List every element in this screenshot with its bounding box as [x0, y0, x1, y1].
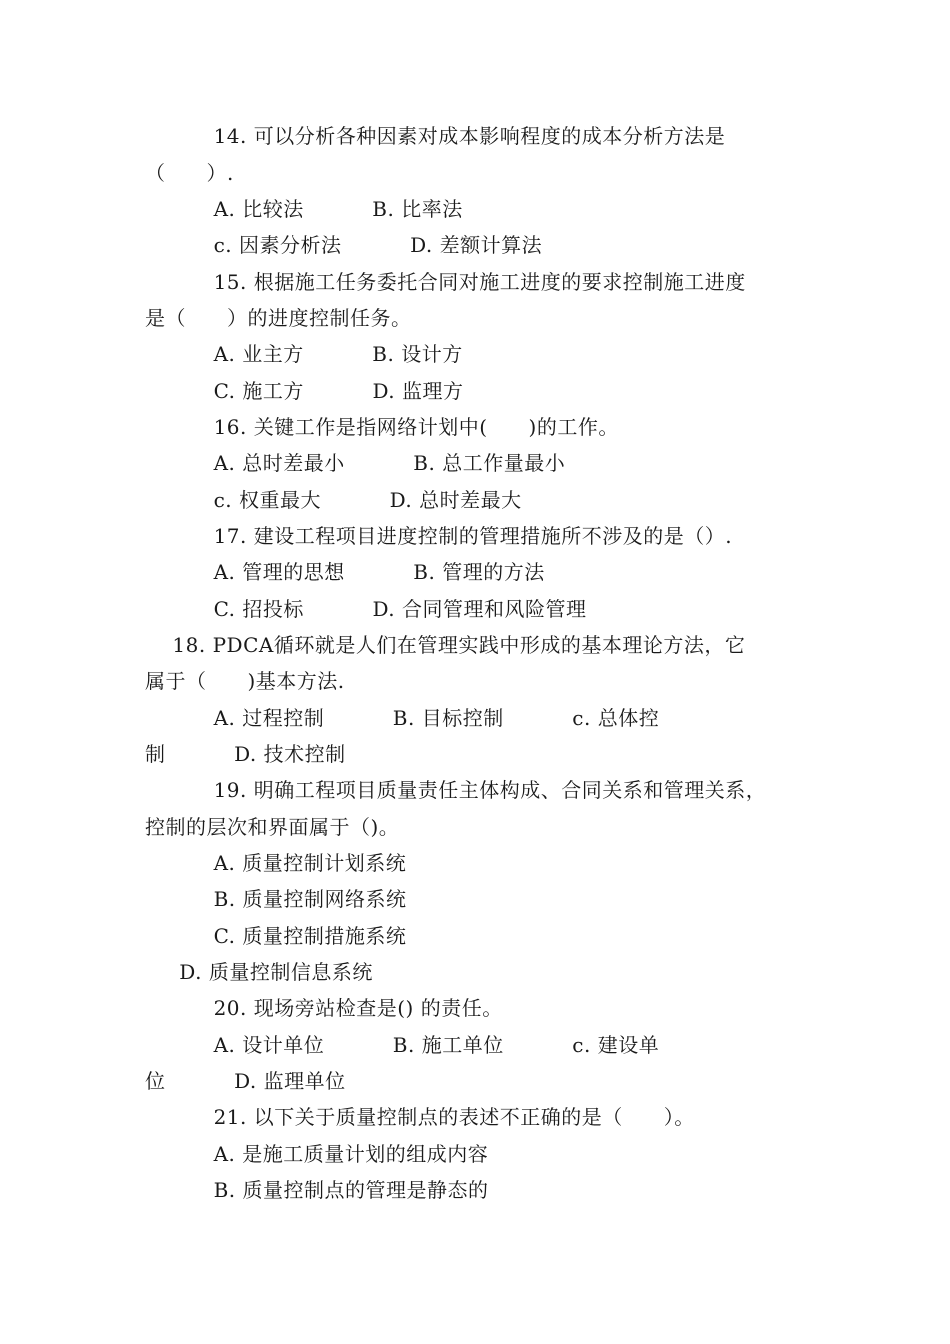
question-20-line-1: 20. 现场旁站检查是() 的责任。 — [145, 996, 503, 1020]
question-17-line-1: 17. 建设工程项目进度控制的管理措施所不涉及的是（）. — [145, 524, 733, 548]
question-19-line-1: 19. 明确工程项目质量责任主体构成、合同关系和管理关系， — [145, 778, 767, 802]
question-19-option-b: B. 质量控制网络系统 — [145, 887, 407, 911]
question-19-option-c: C. 质量控制措施系统 — [145, 924, 407, 948]
question-21-option-b: B. 质量控制点的管理是静态的 — [145, 1178, 489, 1202]
question-21-option-a: A. 是施工质量计划的组成内容 — [145, 1142, 489, 1166]
question-19-option-d: D. 质量控制信息系统 — [145, 960, 373, 984]
question-16-options-cd: c. 权重最大 D. 总时差最大 — [145, 488, 522, 512]
question-14-line-1: 14. 可以分析各种因素对成本影响程度的成本分析方法是 — [145, 124, 726, 148]
question-21-line-1: 21. 以下关于质量控制点的表述不正确的是（ ）。 — [145, 1105, 695, 1129]
question-20-options-d: 位 D. 监理单位 — [145, 1069, 346, 1093]
question-18-line-2: 属于（ )基本方法. — [145, 669, 345, 693]
question-14-options-ab: A. 比较法 B. 比率法 — [145, 197, 463, 221]
question-14-line-2: （ ）. — [145, 161, 234, 185]
question-19-line-2: 控制的层次和界面属于（)。 — [145, 815, 400, 839]
question-15-line-1: 15. 根据施工任务委托合同对施工进度的要求控制施工进度 — [145, 270, 746, 294]
question-15-options-cd: C. 施工方 D. 监理方 — [145, 379, 464, 403]
question-20-options-abc: A. 设计单位 B. 施工单位 c. 建设单 — [145, 1033, 660, 1057]
question-18-options-d: 制 D. 技术控制 — [145, 742, 346, 766]
question-15-options-ab: A. 业主方 B. 设计方 — [145, 342, 463, 366]
question-16-line-1: 16. 关键工作是指网络计划中( )的工作。 — [145, 415, 619, 439]
question-17-options-ab: A. 管理的思想 B. 管理的方法 — [145, 560, 545, 584]
question-15-line-2: 是（ ）的进度控制任务。 — [145, 306, 412, 330]
question-16-options-ab: A. 总时差最小 B. 总工作量最小 — [145, 451, 566, 475]
question-18-line-1: 18. PDCA循环就是人们在管理实践中形成的基本理论方法，它 — [145, 633, 746, 657]
question-17-options-cd: C. 招投标 D. 合同管理和风险管理 — [145, 597, 587, 621]
question-14-options-cd: c. 因素分析法 D. 差额计算法 — [145, 233, 543, 257]
question-18-options-abc: A. 过程控制 B. 目标控制 c. 总体控 — [145, 706, 660, 730]
question-19-option-a: A. 质量控制计划系统 — [145, 851, 407, 875]
